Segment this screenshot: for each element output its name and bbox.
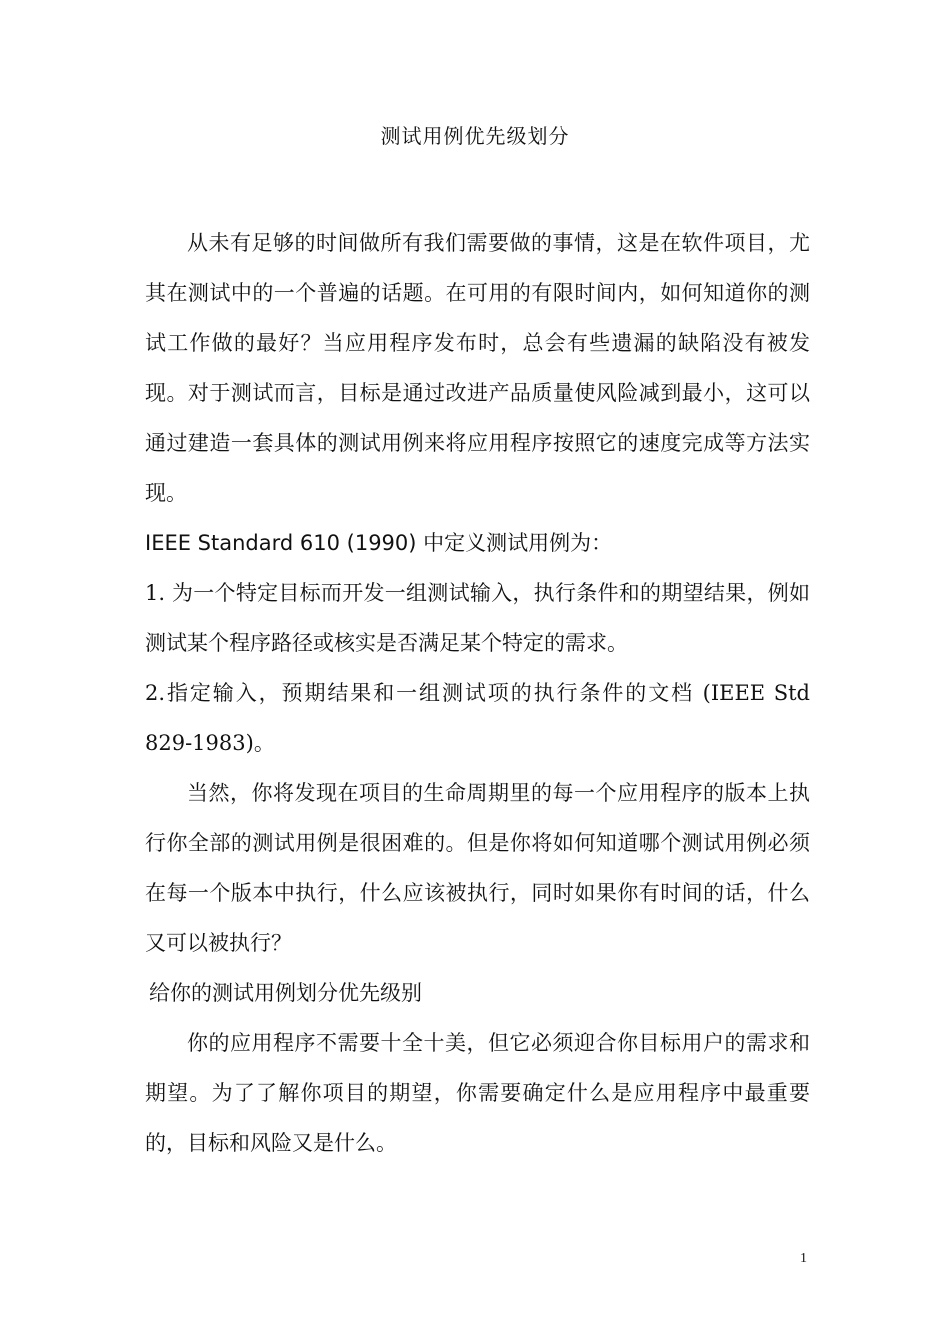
page-number: 1 xyxy=(800,1251,807,1266)
definition-item-2: 2.指定输入，预期结果和一组测试项的执行条件的文档 (IEEE Std 829-1983)。 xyxy=(145,681,810,755)
document-body xyxy=(145,218,810,1168)
document-title: 测试用例优先级划分 xyxy=(380,124,570,148)
section-heading: 给你的测试用例划分优先级别 xyxy=(149,981,422,1005)
ieee-definition-paragraph: IEEE Standard 610 (1990) 中定义测试用例为： xyxy=(145,531,613,555)
intro-paragraph: 从未有足够的时间做所有我们需要做的事情，这是在软件项目，尤其在测试中的一个普遍的话题。在可用的有限时间内，如何知道你的测试工作做的最好？当应用程序发布时，总会有些遗漏的缺陷没有被发现。对于测试而言，目标是通过改进产品质量使风险减到最小，这可以通过建造一套具体的测试用例来将应用程序按照它的速度完成等方法实现。 xyxy=(145,231,810,505)
definition-item-1: 1. 为一个特定目标而开发一组测试输入，执行条件和的期望结果，例如测试某个程序路径或核实是否满足某个特定的需求。 xyxy=(145,581,810,655)
lifecycle-paragraph: 当然，你将发现在项目的生命周期里的每一个应用程序的版本上执行你全部的测试用例是很困难的。但是你将如何知道哪个测试用例必须在每一个版本中执行，什么应该被执行，同时如果你有时间的话，什么又可以被执行？ xyxy=(145,781,810,955)
requirements-paragraph: 你的应用程序不需要十全十美，但它必须迎合你目标用户的需求和期望。为了了解你项目的期望，你需要确定什么是应用程序中最重要的，目标和风险又是什么。 xyxy=(145,1031,810,1155)
